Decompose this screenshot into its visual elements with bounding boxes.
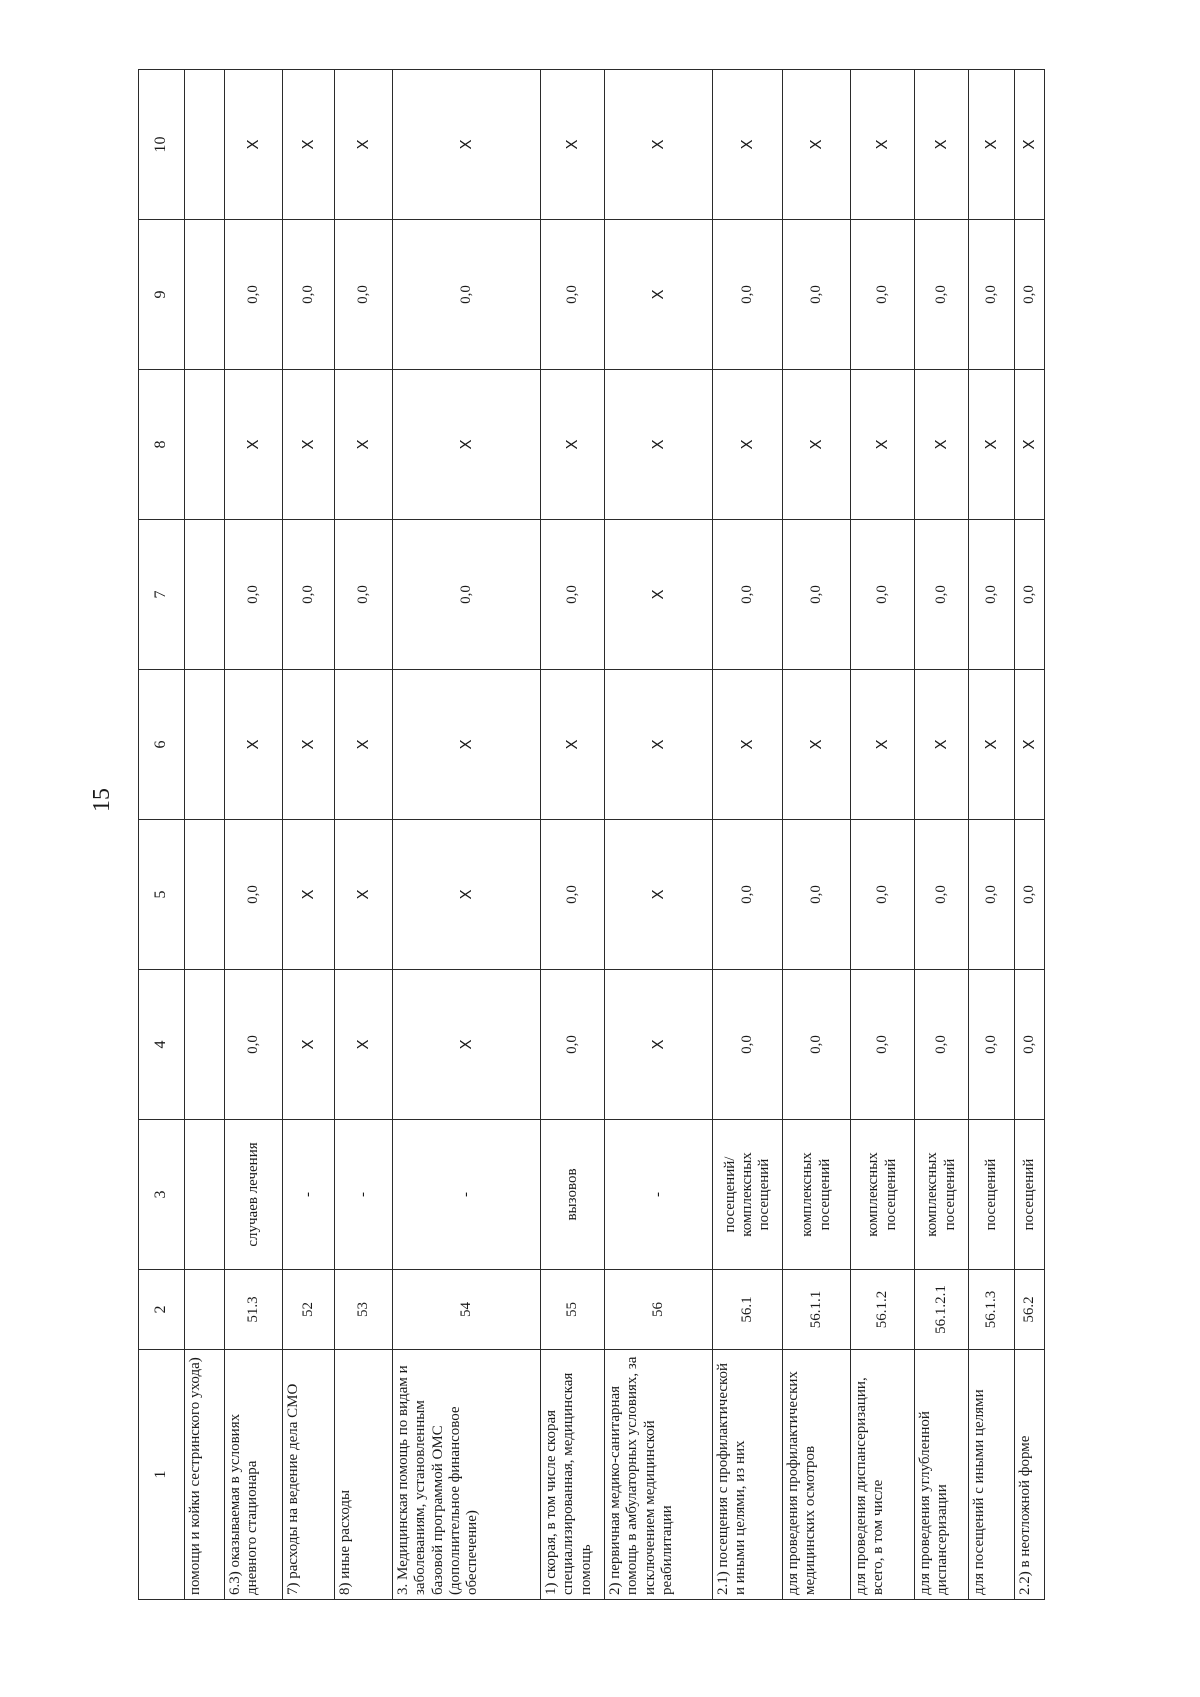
column-header-5: 5 (139, 820, 185, 970)
table-cell-col-4: 0,0 (851, 970, 915, 1120)
table-cell-col-3: посещений (969, 1120, 1015, 1270)
table-cell-col-5: 0,0 (851, 820, 915, 970)
table-cell-col-3: комплексных посещений (783, 1120, 851, 1270)
table-cell-col-4: 0,0 (713, 970, 783, 1120)
table-cell-col-9: 0,0 (851, 220, 915, 370)
table-row (393, 70, 541, 1600)
table-cell-col-4: 0,0 (915, 970, 969, 1120)
table-row (225, 70, 283, 1600)
table-cell-col-1: 6.3) оказываемая в условиях дневного стационара (225, 1350, 283, 1600)
table-cell-col-7: 0,0 (969, 520, 1015, 670)
table-cell-col-1: для проведения профилактических медицинских осмотров (783, 1350, 851, 1600)
table-cell-col-9: X (605, 220, 713, 370)
table-cell-col-9: 0,0 (915, 220, 969, 370)
table-cell-col-5 (185, 820, 225, 970)
table-cell-col-5: X (283, 820, 335, 970)
table-cell-col-2: 56.1 (713, 1270, 783, 1350)
table-cell-col-1: 2.1) посещения с профилактической и иными целями, из них (713, 1350, 783, 1600)
table-row (185, 70, 225, 1600)
table-cell-col-6: X (783, 670, 851, 820)
table-cell-col-10: X (283, 70, 335, 220)
table-cell-col-2: 51.3 (225, 1270, 283, 1350)
table-cell-col-6: X (541, 670, 605, 820)
table-cell-col-2: 53 (335, 1270, 393, 1350)
table-cell-col-10: X (915, 70, 969, 220)
table-header-row (139, 70, 185, 1600)
table-row (851, 70, 915, 1600)
table-cell-col-8: X (393, 370, 541, 520)
table-cell-col-10: X (393, 70, 541, 220)
table-cell-col-7: 0,0 (783, 520, 851, 670)
table-cell-col-7: 0,0 (541, 520, 605, 670)
table-cell-col-8: X (541, 370, 605, 520)
table-cell-col-4: 0,0 (225, 970, 283, 1120)
table-cell-col-3 (185, 1120, 225, 1270)
table-cell-col-3: случаев лечения (225, 1120, 283, 1270)
table-cell-col-7: X (605, 520, 713, 670)
table-cell-col-8: X (915, 370, 969, 520)
table-cell-col-3: - (393, 1120, 541, 1270)
table-cell-col-4: 0,0 (969, 970, 1015, 1120)
table-cell-col-5: 0,0 (969, 820, 1015, 970)
table-cell-col-3: - (605, 1120, 713, 1270)
table-cell-col-2: 56.2 (1015, 1270, 1045, 1350)
table-cell-col-10: X (969, 70, 1015, 220)
table-cell-col-3: посещений (1015, 1120, 1045, 1270)
table-cell-col-2: 52 (283, 1270, 335, 1350)
table-cell-col-6: X (283, 670, 335, 820)
table-cell-col-1: 8) иные расходы (335, 1350, 393, 1600)
table-cell-col-8: X (335, 370, 393, 520)
table-cell-col-2: 56.1.2.1 (915, 1270, 969, 1350)
table-cell-col-2: 55 (541, 1270, 605, 1350)
table-cell-col-4: X (393, 970, 541, 1120)
table-cell-col-3: вызовов (541, 1120, 605, 1270)
table-cell-col-10: X (783, 70, 851, 220)
table-cell-col-9: 0,0 (783, 220, 851, 370)
page-number: 15 (89, 788, 115, 812)
table-cell-col-10: X (713, 70, 783, 220)
table-cell-col-2: 56.1.1 (783, 1270, 851, 1350)
table-cell-col-1: 2) первичная медико-санитарная помощь в амбулаторных условиях, за исключением медицинской реабилитации (605, 1350, 713, 1600)
table-cell-col-3: посещений/ комплексных посещений (713, 1120, 783, 1270)
column-header-8: 8 (139, 370, 185, 520)
table-cell-col-9: 0,0 (713, 220, 783, 370)
data-table (138, 69, 1045, 1600)
table-cell-col-1: для проведения диспансеризации, всего, в том числе (851, 1350, 915, 1600)
table-cell-col-6: X (393, 670, 541, 820)
table-cell-col-6: X (915, 670, 969, 820)
table-cell-col-8 (185, 370, 225, 520)
table-cell-col-9: 0,0 (969, 220, 1015, 370)
table-cell-col-7: 0,0 (713, 520, 783, 670)
table-cell-col-3: комплексных посещений (851, 1120, 915, 1270)
table-cell-col-6: X (969, 670, 1015, 820)
table-row (915, 70, 969, 1600)
table-cell-col-4 (185, 970, 225, 1120)
column-header-7: 7 (139, 520, 185, 670)
table-cell-col-10: X (335, 70, 393, 220)
table-cell-col-4: X (605, 970, 713, 1120)
table-cell-col-1: 7) расходы на ведение дела СМО (283, 1350, 335, 1600)
table-cell-col-7: 0,0 (335, 520, 393, 670)
table-cell-col-2: 54 (393, 1270, 541, 1350)
table-cell-col-5: 0,0 (915, 820, 969, 970)
table-cell-col-8: X (783, 370, 851, 520)
table-cell-col-1: для проведения углубленной диспансеризации (915, 1350, 969, 1600)
table-cell-col-7: 0,0 (225, 520, 283, 670)
column-header-9: 9 (139, 220, 185, 370)
table-cell-col-5: X (335, 820, 393, 970)
table-cell-col-9 (185, 220, 225, 370)
table-cell-col-2: 56.1.3 (969, 1270, 1015, 1350)
table-cell-col-6: X (605, 670, 713, 820)
table-cell-col-9: 0,0 (225, 220, 283, 370)
table-cell-col-2: 56 (605, 1270, 713, 1350)
column-header-1: 1 (139, 1350, 185, 1600)
table-cell-col-10: X (605, 70, 713, 220)
table-cell-col-6: X (1015, 670, 1045, 820)
table-cell-col-9: 0,0 (393, 220, 541, 370)
table-cell-col-7: 0,0 (283, 520, 335, 670)
table-cell-col-3: комплексных посещений (915, 1120, 969, 1270)
table-cell-col-8: X (605, 370, 713, 520)
table-cell-col-4: 0,0 (541, 970, 605, 1120)
table-cell-col-5: X (605, 820, 713, 970)
table-cell-col-1: для посещений с иными целями (969, 1350, 1015, 1600)
table-cell-col-6: X (713, 670, 783, 820)
table-row (713, 70, 783, 1600)
table-cell-col-4: 0,0 (1015, 970, 1045, 1120)
table-cell-col-2: 56.1.2 (851, 1270, 915, 1350)
table-row (605, 70, 713, 1600)
table-cell-col-9: 0,0 (283, 220, 335, 370)
table-cell-col-5: 0,0 (783, 820, 851, 970)
table-cell-col-5: 0,0 (1015, 820, 1045, 970)
table-cell-col-9: 0,0 (1015, 220, 1045, 370)
table-row (1015, 70, 1045, 1600)
table-cell-col-8: X (1015, 370, 1045, 520)
table-cell-col-3: - (335, 1120, 393, 1270)
table-cell-col-4: 0,0 (783, 970, 851, 1120)
table-cell-col-7: 0,0 (915, 520, 969, 670)
table-cell-col-8: X (225, 370, 283, 520)
table-cell-col-6: X (335, 670, 393, 820)
table-row (969, 70, 1015, 1600)
table-cell-col-6 (185, 670, 225, 820)
table-cell-col-8: X (713, 370, 783, 520)
table-cell-col-8: X (969, 370, 1015, 520)
table-row (783, 70, 851, 1600)
table-cell-col-10: X (1015, 70, 1045, 220)
table-cell-col-2 (185, 1270, 225, 1350)
table-cell-col-7: 0,0 (851, 520, 915, 670)
table-cell-col-6: X (851, 670, 915, 820)
table-row (541, 70, 605, 1600)
table-cell-col-3: - (283, 1120, 335, 1270)
table-cell-col-6: X (225, 670, 283, 820)
table-cell-col-1: 2.2) в неотложной форме (1015, 1350, 1045, 1600)
table-cell-col-8: X (283, 370, 335, 520)
table-cell-col-5: X (393, 820, 541, 970)
column-header-6: 6 (139, 670, 185, 820)
table-cell-col-10: X (225, 70, 283, 220)
table-cell-col-7: 0,0 (1015, 520, 1045, 670)
table-cell-col-5: 0,0 (225, 820, 283, 970)
table-cell-col-5: 0,0 (713, 820, 783, 970)
column-header-4: 4 (139, 970, 185, 1120)
table-cell-col-8: X (851, 370, 915, 520)
table-cell-col-9: 0,0 (335, 220, 393, 370)
table-cell-col-4: X (335, 970, 393, 1120)
table-cell-col-9: 0,0 (541, 220, 605, 370)
table-cell-col-10: X (541, 70, 605, 220)
table-cell-col-1: 3. Медицинская помощь по видам и заболеваниям, установленным базовой программой ОМС (дополнительное финансовое обеспечение) (393, 1350, 541, 1600)
table-cell-col-10: X (851, 70, 915, 220)
table-cell-col-7 (185, 520, 225, 670)
rotated-table-wrapper (138, 70, 1038, 1600)
table-row (283, 70, 335, 1600)
column-header-2: 2 (139, 1270, 185, 1350)
table-cell-col-5: 0,0 (541, 820, 605, 970)
table-cell-col-10 (185, 70, 225, 220)
table-cell-col-1: 1) скорая, в том числе скорая специализированная, медицинская помощь (541, 1350, 605, 1600)
table-cell-col-1: помощи и койки сестринского ухода) (185, 1350, 225, 1600)
table-row (335, 70, 393, 1600)
table-cell-col-4: X (283, 970, 335, 1120)
table-cell-col-7: 0,0 (393, 520, 541, 670)
column-header-10: 10 (139, 70, 185, 220)
column-header-3: 3 (139, 1120, 185, 1270)
